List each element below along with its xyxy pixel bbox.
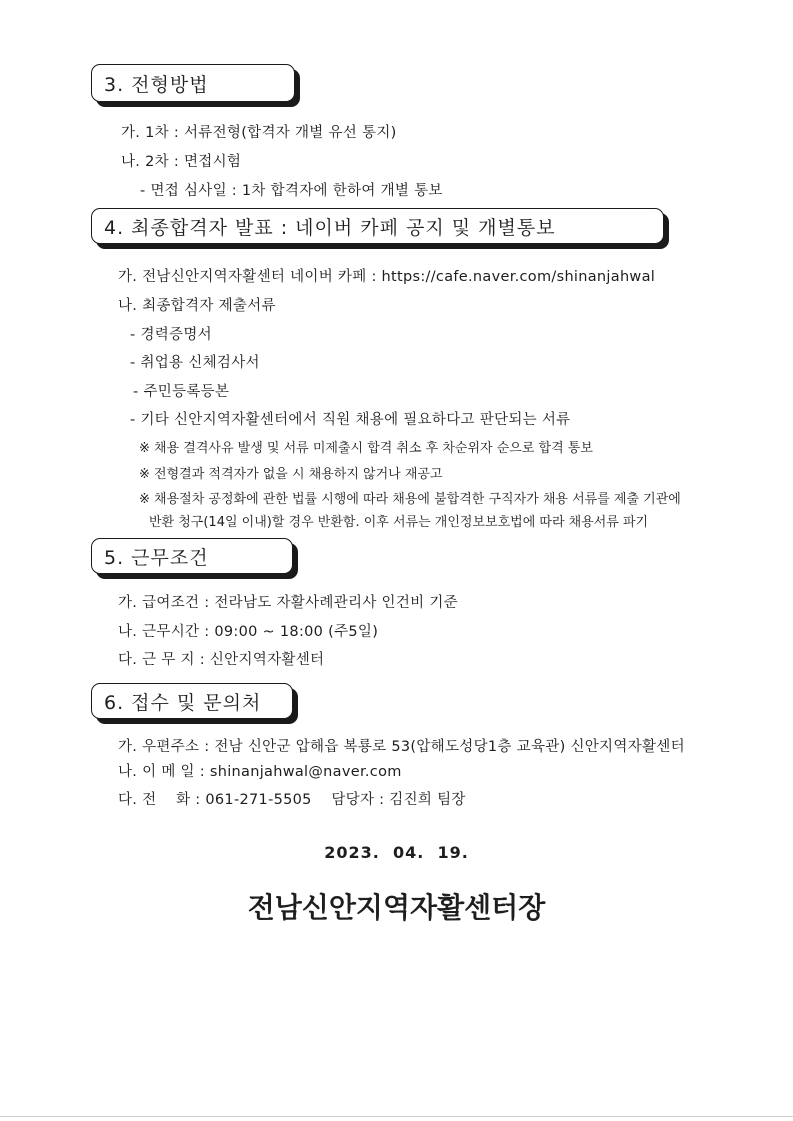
section-6-title-text: 6. 접수 및 문의처	[104, 691, 262, 714]
s5-line-2: 나. 근무시간 : 09:00 ~ 18:00 (주5일)	[118, 624, 379, 640]
s4-line-6: - 기타 신안지역자활센터에서 직원 채용에 필요하다고 판단되는 서류	[130, 412, 571, 428]
issuer-signature: 전남신안지역자활센터장	[247, 891, 546, 924]
section-5-title	[91, 538, 293, 574]
page-bottom-edge	[0, 1116, 793, 1117]
s6-line-2: 나. 이 메 일 : shinanjahwal@naver.com	[118, 764, 402, 780]
s6-line-3: 다. 전 화 : 061-271-5505 담당자 : 김진희 팀장	[118, 792, 466, 808]
s4-line-2: 나. 최종합격자 제출서류	[118, 298, 276, 314]
section-3-title-text: 3. 전형방법	[104, 73, 209, 96]
section-3-title	[91, 64, 295, 102]
s4-line-1: 가. 전남신안지역자활센터 네이버 카페 : https://cafe.naver.com/shinanjahwal	[118, 269, 656, 285]
s4-line-4: - 취업용 신체검사서	[130, 355, 260, 371]
s5-line-1: 가. 급여조건 : 전라남도 자활사례관리사 인건비 기준	[118, 595, 458, 611]
s3-line-3: - 면접 심사일 : 1차 합격자에 한하여 개별 통보	[140, 183, 443, 199]
section-4-title	[91, 208, 664, 244]
s4-note-3: ※ 채용절차 공정화에 관한 법률 시행에 따라 채용에 불합격한 구직자가 채용 서류를 제출 기관에	[139, 492, 681, 507]
s4-line-5: - 주민등록등본	[133, 384, 230, 400]
s6-line-1: 가. 우편주소 : 전남 신안군 압해읍 복룡로 53(압해도성당1층 교육관) 신안지역자활센터	[118, 739, 685, 755]
s4-note-4: 반환 청구(14일 이내)할 경우 반환함. 이후 서류는 개인정보보호법에 따라 채용서류 파기	[149, 515, 649, 530]
section-4-title-text: 4. 최종합격자 발표 : 네이버 카페 공지 및 개별통보	[104, 216, 556, 239]
s4-note-1: ※ 채용 결격사유 발생 및 서류 미제출시 합격 취소 후 차순위자 순으로 합격 통보	[139, 441, 593, 456]
section-5-title-text: 5. 근무조건	[104, 546, 209, 569]
s5-line-3: 다. 근 무 지 : 신안지역자활센터	[118, 652, 325, 668]
document-date: 2023. 04. 19.	[324, 843, 469, 862]
s3-line-1: 가. 1차 : 서류전형(합격자 개별 유선 통지)	[121, 125, 397, 141]
section-6-title	[91, 683, 293, 719]
s3-line-2: 나. 2차 : 면접시험	[121, 154, 242, 170]
s4-line-3: - 경력증명서	[130, 327, 212, 343]
s4-note-2: ※ 전형결과 적격자가 없을 시 채용하지 않거나 재공고	[139, 467, 443, 482]
